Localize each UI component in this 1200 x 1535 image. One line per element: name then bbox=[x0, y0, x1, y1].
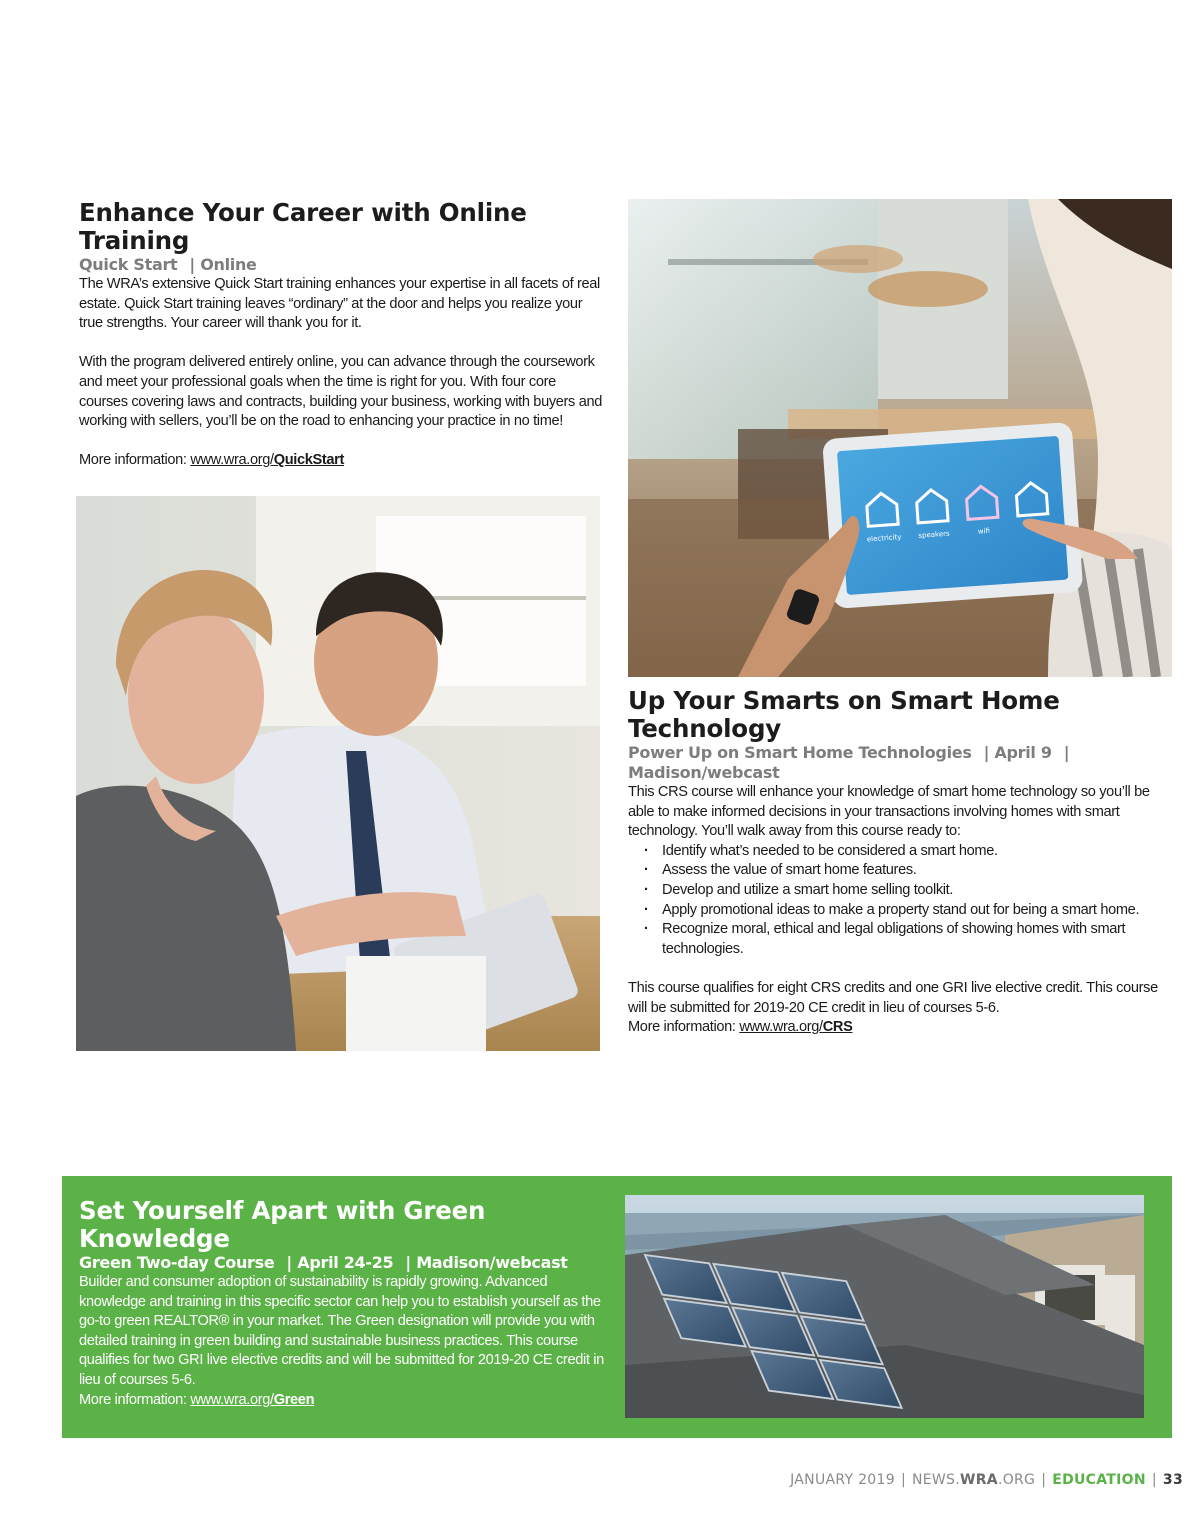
more-info bbox=[628, 1018, 1173, 1038]
link-bold: CRS bbox=[822, 1019, 853, 1036]
quickstart-link[interactable] bbox=[190, 452, 344, 468]
list-item: · Assess the value of smart home features. bbox=[644, 861, 1173, 881]
section-smart-home bbox=[628, 687, 1173, 1038]
course-date: | April 24-25 bbox=[286, 1253, 394, 1272]
tablet-icon-label: wifi bbox=[977, 526, 991, 536]
course-name: Green Two-day Course bbox=[79, 1253, 275, 1272]
list-item: · Develop and utilize a smart home selling toolkit. bbox=[644, 881, 1173, 901]
more-info bbox=[79, 451, 604, 471]
photo-smart-home-tablet bbox=[628, 199, 1172, 677]
link-base: www.wra.org/ bbox=[739, 1019, 823, 1036]
list-item: · Identify what’s needed to be considered a smart home. bbox=[644, 842, 1173, 862]
course-format: | Online bbox=[189, 255, 257, 274]
site-bold: WRA bbox=[959, 1472, 998, 1488]
link-base: www.wra.org/ bbox=[190, 1391, 274, 1408]
green-link[interactable] bbox=[190, 1392, 314, 1408]
site-suffix: .ORG bbox=[997, 1472, 1036, 1488]
site-name bbox=[912, 1472, 1035, 1488]
section-subtitle bbox=[79, 1253, 609, 1273]
issue-date: JANUARY 2019 bbox=[790, 1472, 895, 1488]
section-name: EDUCATION bbox=[1052, 1472, 1146, 1488]
professionals-photo-art bbox=[76, 496, 600, 1051]
course-name: Quick Start bbox=[79, 255, 178, 274]
solar-photo-art bbox=[625, 1195, 1144, 1418]
link-bold: Green bbox=[273, 1391, 315, 1408]
paragraph: With the program delivered entirely online, you can advance through the coursework and meet your professional goals when the time is right for you. With four core courses covering laws and contracts, building your business, working with buyers and working with sellers, you’ll be on the road to enhancing your practice in no time! bbox=[79, 354, 603, 430]
more-info-label: More information: bbox=[628, 1019, 740, 1036]
section-title: Up Your Smarts on Smart Home Technology bbox=[628, 686, 1060, 743]
page-number: 33 bbox=[1162, 1472, 1183, 1488]
section-subtitle bbox=[79, 255, 604, 275]
course-location: | Madison/webcast bbox=[405, 1253, 568, 1272]
page-footer: JANUARY 2019 | NEWS.WRA.ORG | EDUCATION | 33 bbox=[790, 1472, 1183, 1488]
crs-link[interactable] bbox=[739, 1019, 852, 1035]
paragraph: This course qualifies for eight CRS credits and one GRI live elective credit. This course will be submitted for 2019-20 CE credit in lieu of courses 5-6. bbox=[628, 979, 1158, 1016]
course-name: Power Up on Smart Home Technologies bbox=[628, 743, 972, 762]
paragraph: This CRS course will enhance your knowledge of smart home technology so you’ll be able to make informed decisions in your transactions involving homes with smart technology. You’ll walk away from this course ready to: bbox=[628, 784, 1150, 840]
paragraph: The WRA’s extensive Quick Start training enhances your expertise in all facets of real estate. Quick Start training leaves “ordinary” at the door and helps you realize your true strengths. Your career will thank you for it. bbox=[79, 276, 600, 332]
list-item: · Apply promotional ideas to make a property stand out for being a smart home. bbox=[644, 901, 1173, 921]
section-title: Enhance Your Career with Online Training bbox=[79, 198, 527, 255]
more-info-label: More information: bbox=[79, 1391, 191, 1408]
photo-solar-panels bbox=[625, 1195, 1144, 1418]
link-base: www.wra.org/ bbox=[190, 452, 274, 469]
link-bold: QuickStart bbox=[273, 452, 345, 469]
section-green-knowledge bbox=[79, 1197, 609, 1410]
list-item: · Recognize moral, ethical and legal obligations of showing homes with smart technologies. bbox=[644, 920, 1173, 959]
site-prefix: NEWS. bbox=[911, 1472, 960, 1488]
course-date: | April 9 bbox=[983, 743, 1052, 762]
objectives-list bbox=[628, 842, 1173, 960]
course-location: | Madison/webcast bbox=[628, 743, 1070, 782]
photo-professionals bbox=[76, 496, 600, 1051]
paragraph: Builder and consumer adoption of sustainability is rapidly growing. Advanced knowledge and training in this specific sector can help you to establish yourself as the go-to green REALTOR® in your market. The Green designation will provide you with detailed training in green building and sustainable business practices. This course qualifies for two GRI live elective credits and will be submitted for 2019-20 CE credit in lieu of courses 5-6. bbox=[79, 1274, 604, 1388]
tablet-icon-label: electricity bbox=[866, 533, 902, 544]
section-online-training bbox=[79, 199, 604, 471]
tablet-icon-label: speakers bbox=[918, 529, 950, 540]
section-title: Set Yourself Apart with Green Knowledge bbox=[79, 1196, 486, 1253]
smart-home-photo-art bbox=[628, 199, 1172, 677]
more-info bbox=[79, 1391, 609, 1411]
more-info-label: More information: bbox=[79, 452, 191, 469]
section-subtitle bbox=[628, 743, 1173, 783]
